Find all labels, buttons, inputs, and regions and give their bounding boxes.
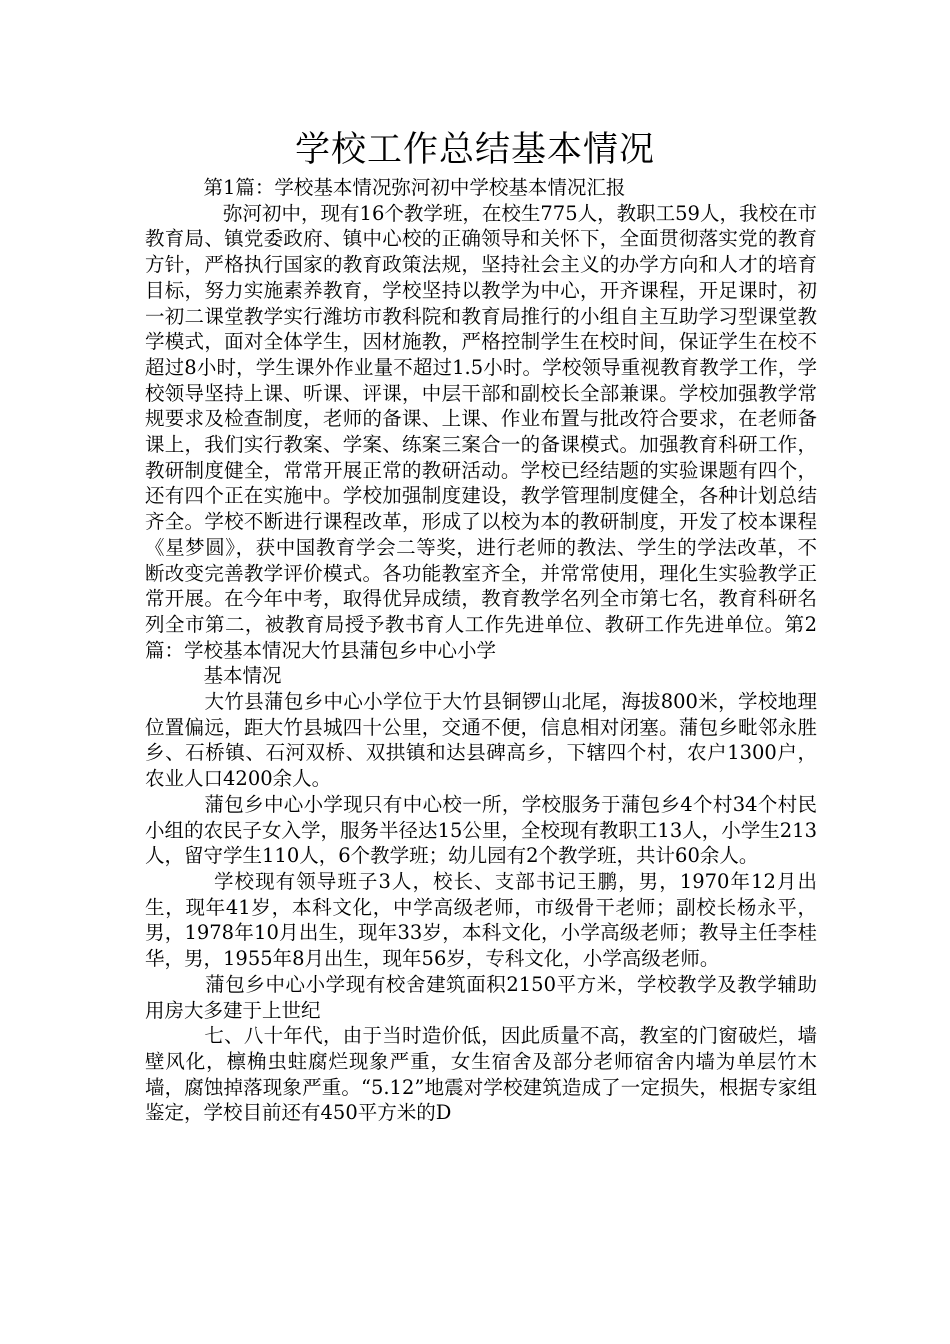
section-heading-1: 第1篇：学校基本情况弥河初中学校基本情况汇报 bbox=[145, 176, 626, 199]
section-heading-2: 基本情况 bbox=[145, 664, 282, 688]
document-title: 学校工作总结基本情况 bbox=[294, 130, 655, 170]
paragraph: 弥河初中，现有16个教学班，在校生775人，教职工59人，我校在市教育局、镇党委政府、镇中心校的正确领导和关怀下，全面贯彻落实党的教育方针，严格执行国家的教育政策法规，坚持社会主义的办学方向和人才的培育目标，努力实施素养教育，学校坚持以教学为中心，开齐课程，开足课时，初一初二课堂教学实行潍坊市教科院和教育局推行的小组自主互助学习型课堂教学模式，面对全体学生，因材施教，严格控制学生在校时间，保证学生在校不超过8小时，学生课外作业量不超过1.5小时。学校领导重视教育教学工作，学校领导坚持上课、听课、评课，中层干部和副校长全部兼课。学校加强教学常规要求及检查制度，老师的备课、上课、作业布置与批改符合要求，在老师备课上，我们实行教案、学案、练案三案合一的备课模式。加强教育科研工作，教研制度健全，常常开展正常的教研活动。学校已经结题的实验课题有四个，还有四个正在实施中。学校加强制度建设，教学管理制度健全，各种计划总结齐全。学校不断进行课程改革，形成了以校为本的教研制度，开发了校本课程《星梦圆》，获中国教育学会二等奖，进行老师的教法、学生的学法改革，不断改变完善教学评价模式。各功能教室齐全，并常常使用，理化生实验教学正常开展。在今年中考，取得优异成绩，教育教学名列全市第七名，教育科研名列全市第二，被教育局授予教书育人工作先进单位、教研工作先进单位。第2篇：学校基本情况大竹县蒲包乡中心小学 bbox=[145, 201, 817, 662]
document-body bbox=[145, 175, 817, 1126]
paragraph: 学校现有领导班子3人，校长、支部书记王鹏，男，1970年12月出生，现年41岁，本科文化，中学高级老师，市级骨干老师；副校长杨永平，男，1978年10月出生，现年33岁，本科文化，小学高级老师；教导主任李桂华，男，1955年8月出生，现年56岁，专科文化，小学高级老师。 bbox=[145, 869, 817, 971]
paragraph: 大竹县蒲包乡中心小学位于大竹县铜锣山北尾，海拔800米，学校地理位置偏远，距大竹县城四十公里，交通不便，信息相对闭塞。蒲包乡毗邻永胜乡、石桥镇、石河双桥、双拱镇和达县碑高乡，下辖四个村，农户1300户，农业人口4200余人。 bbox=[145, 690, 817, 791]
paragraph: 蒲包乡中心小学现只有中心校一所，学校服务于蒲包乡4个村34个村民小组的农民子女入学，服务半径达15公里，全校现有教职工13人，小学生213人，留守学生110人，6个教学班；幼儿园有2个教学班，共计60余人。 bbox=[145, 792, 817, 868]
paragraph: 七、八十年代，由于当时造价低，因此质量不高，教室的门窗破烂，墙壁风化，檩桷虫蛀腐烂现象严重，女生宿舍及部分老师宿舍内墙为单层竹木墙，腐蚀掉落现象严重。“5.12”地震对学校建筑造成了一定损失，根据专家组鉴定，学校目前还有450平方米的D bbox=[145, 1024, 817, 1125]
paragraph: 蒲包乡中心小学现有校舍建筑面积2150平方米，学校教学及教学辅助用房大多建于上世纪 bbox=[145, 972, 817, 1022]
